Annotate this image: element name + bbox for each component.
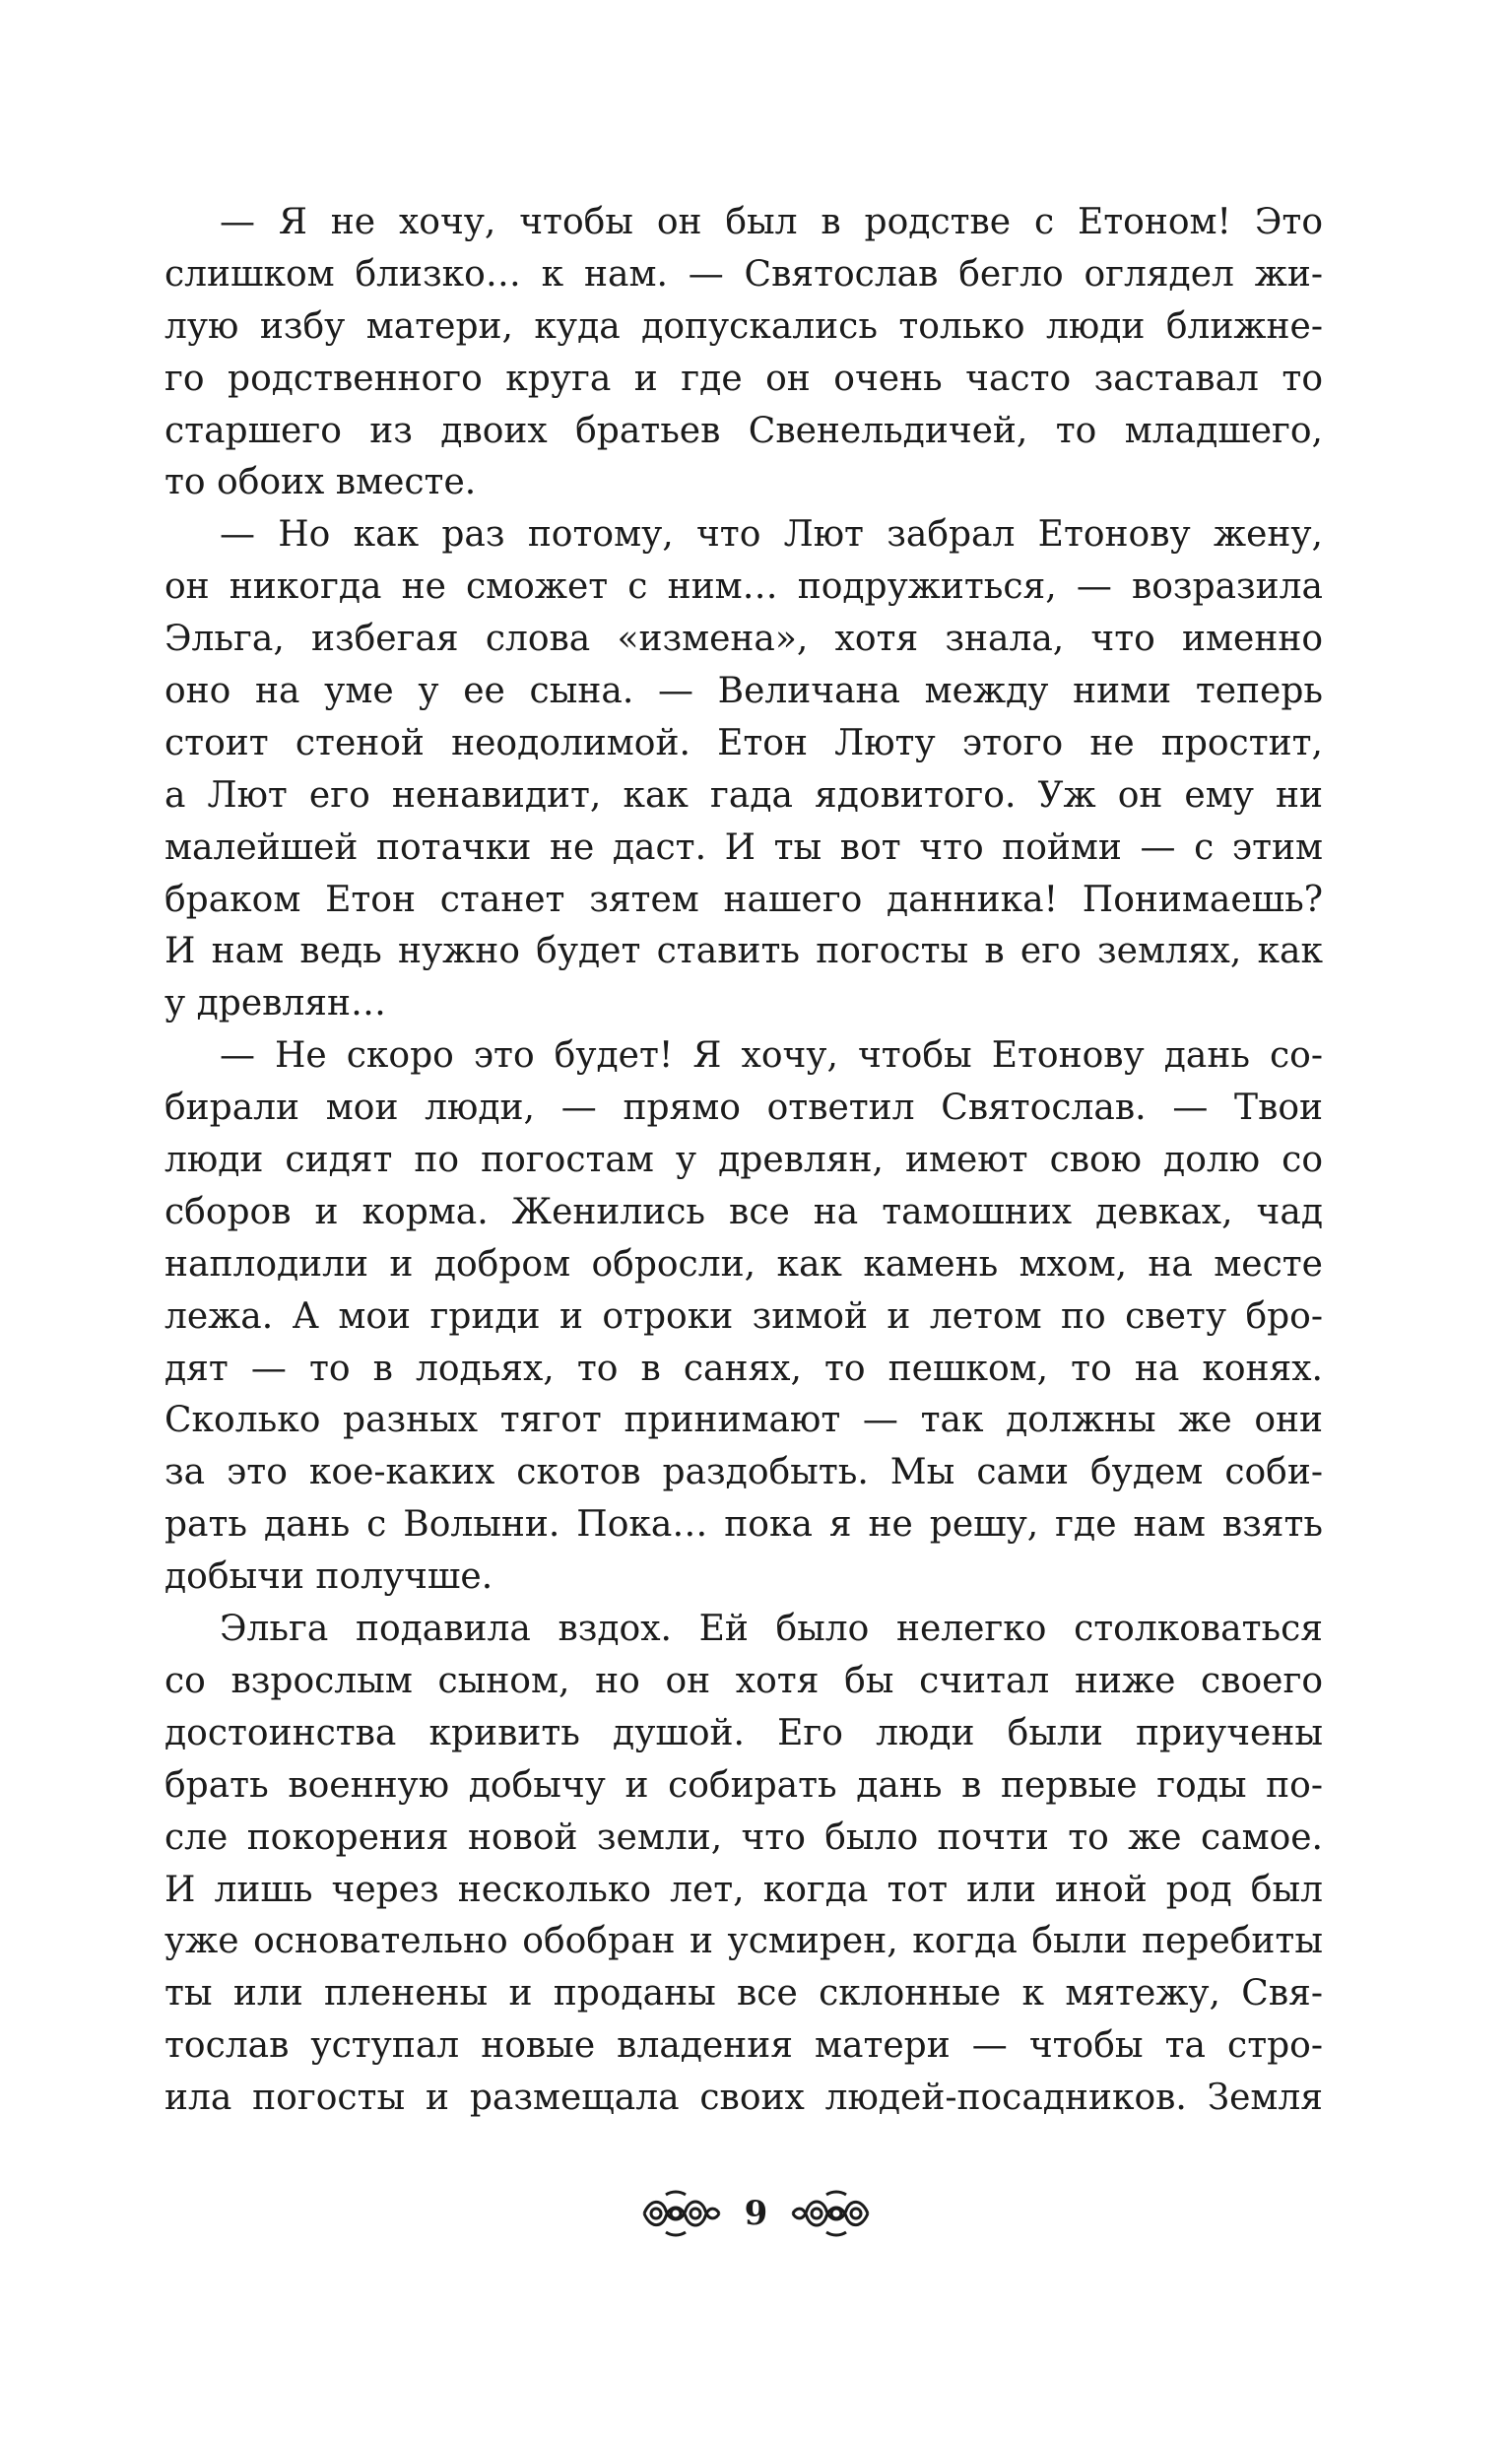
text-line: — Не скоро это будет! Я хочу, чтобы Етонову дань со- [220,1035,1323,1077]
text-line: браком Етон станет зятем нашего данника! Понимаешь? [164,879,1323,920]
text-line: уже основательно обобран и усмирен, когда были перебиты [164,1921,1323,1962]
text-line: добычи получше. [164,1556,493,1598]
text-line: лую избу матери, куда допускались только люди ближне- [164,305,1323,347]
text-line: достоинства кривить душой. Его люди были приучены [164,1712,1323,1753]
page-number: 9 [744,2194,768,2233]
text-line: И лишь через несколько лет, когда тот или иной род был [164,1869,1323,1910]
text-line: а Лют его ненавидит, как гада ядовитого. Уж он ему ни [164,774,1323,816]
text-line: стоит стеной неодолимой. Етон Люту этого не простит, [164,722,1323,763]
text-line: сле покорения новой земли, что было почти то же самое. [164,1816,1323,1858]
text-line: то обоих вместе. [164,462,477,503]
text-line: го родственного круга и где он очень часто заставал то [164,358,1323,399]
text-line: Сколько разных тягот принимают — так должны же они [164,1400,1323,1441]
page-footer [0,2179,1512,2248]
right-ornament-icon [789,2189,872,2238]
text-line: И нам ведь нужно будет ставить погосты в его землях, как [164,931,1323,972]
text-line: Эльга, избегая слова «измена», хотя знала, что именно [164,619,1323,660]
text-line: за это кое-каких скотов раздобыть. Мы сами будем соби- [164,1452,1323,1493]
text-line: он никогда не сможет с ним… подружиться, — возразила [164,566,1323,608]
text-line: у древлян… [164,983,386,1024]
text-line: ты или пленены и проданы все склонные к мятежу, Свя- [164,1973,1323,2014]
text-line: — Я не хочу, чтобы он был в родстве с Етоном! Это [220,202,1323,242]
text-line: малейшей потачки не даст. И ты вот что пойми — с этим [164,826,1323,868]
text-line: старшего из двоих братьев Свенельдичей, то младшего, [164,410,1323,451]
text-line: наплодили и добром обросли, как камень мхом, на месте [164,1243,1323,1285]
text-line: ила погосты и размещала своих людей-посадников. Земля [164,2078,1323,2119]
text-line: тослав уступал новые владения матери — чтобы та стро- [164,2025,1323,2067]
text-line: слишком близко… к нам. — Святослав бегло оглядел жи- [164,253,1323,295]
text-line: — Но как раз потому, что Лют забрал Етонову жену, [220,514,1323,556]
text-line: сборов и корма. Женились все на тамошних девках, чад [164,1191,1323,1232]
text-line: дят — то в лодьях, то в санях, то пешком, то на конях. [164,1348,1323,1389]
left-ornament-icon [640,2189,723,2238]
text-line: оно на уме у ее сына. — Величана между ними теперь [164,671,1323,712]
text-line: рать дань с Волыни. Пока… пока я не решу, где нам взять [164,1504,1323,1546]
text-line: Эльга подавила вздох. Ей было нелегко столковаться [220,1609,1323,1650]
text-line: люди сидят по погостам у древлян, имеют свою долю со [164,1140,1323,1181]
text-line: со взрослым сыном, но он хотя бы считал ниже своего [164,1660,1323,1701]
text-line: бирали мои люди, — прямо ответил Святослав. — Твои [164,1088,1323,1129]
text-line: лежа. А мои гриди и отроки зимой и летом по свету бро- [164,1295,1323,1337]
page-body-text [164,197,1323,2125]
text-line: брать военную добычу и собирать дань в первые годы по- [164,1764,1323,1806]
